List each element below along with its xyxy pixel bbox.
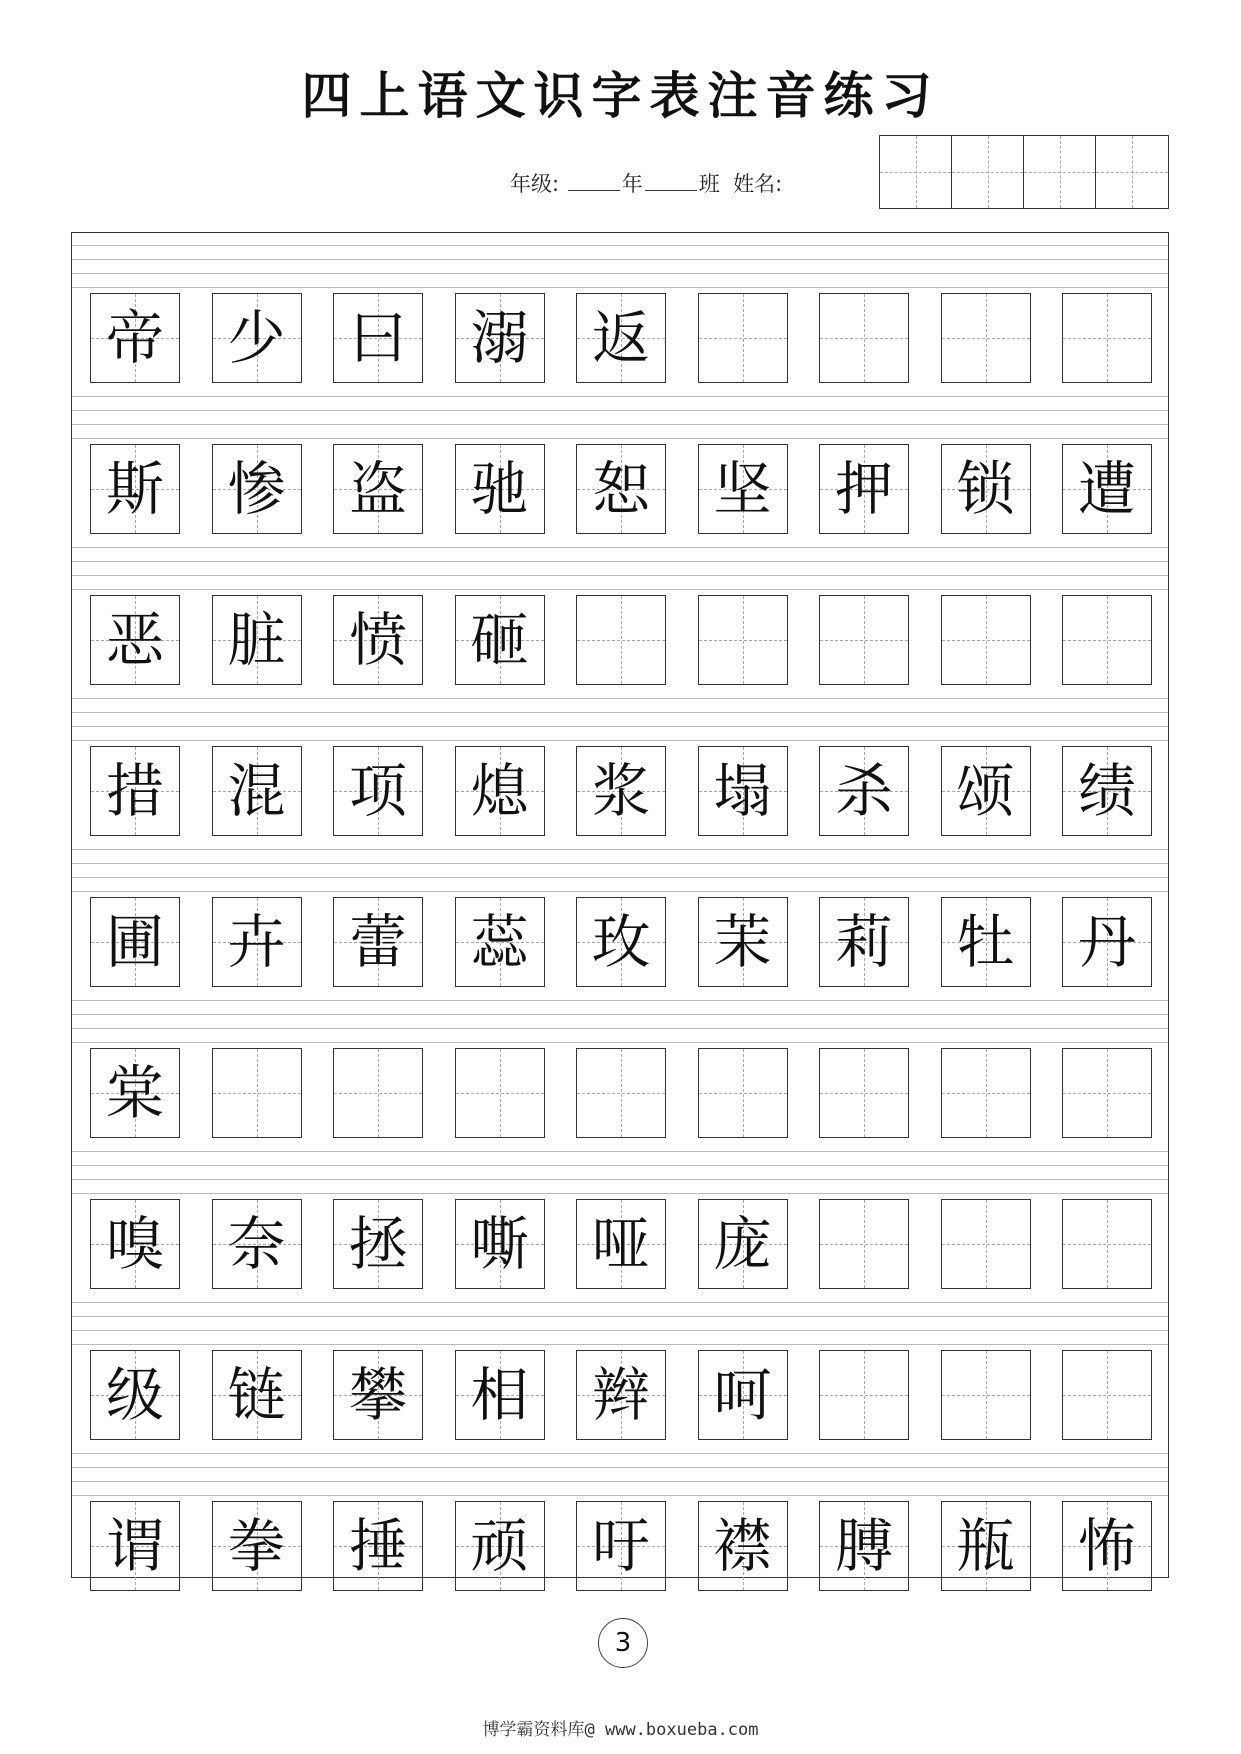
practice-row	[72, 384, 1168, 534]
char-cell[interactable]	[698, 293, 788, 383]
char-cell[interactable]	[941, 595, 1031, 685]
char-glyph	[820, 1049, 908, 1137]
char-cell[interactable]	[819, 595, 909, 685]
char-glyph	[942, 294, 1030, 382]
char-cell[interactable]	[698, 595, 788, 685]
pinyin-lines[interactable]	[72, 1290, 1168, 1348]
char-glyph: 项	[348, 757, 407, 825]
char-cell[interactable]	[576, 1048, 666, 1138]
char-glyph: 盗	[348, 455, 407, 523]
name-box[interactable]	[952, 136, 1024, 208]
practice-row	[72, 686, 1168, 836]
char-cell[interactable]	[576, 595, 666, 685]
char-glyph: 混	[227, 757, 286, 825]
char-glyph: 莉	[834, 908, 893, 976]
char-glyph: 塌	[713, 757, 772, 825]
char-cell	[698, 746, 788, 836]
char-cell[interactable]	[819, 1350, 909, 1440]
name-grid[interactable]	[879, 135, 1169, 209]
page-title: 四上语文识字表注音练习	[301, 67, 940, 125]
char-glyph: 怖	[1077, 1512, 1136, 1580]
char-glyph: 恶	[105, 606, 164, 674]
char-cell	[576, 1501, 666, 1591]
char-cell	[576, 1350, 666, 1440]
char-glyph: 返	[591, 304, 650, 372]
char-cell	[333, 293, 423, 383]
char-glyph: 斯	[105, 455, 164, 523]
char-glyph: 襟	[713, 1512, 772, 1580]
char-glyph	[334, 1049, 422, 1137]
char-cell	[698, 1350, 788, 1440]
practice-row	[72, 837, 1168, 987]
char-glyph	[699, 294, 787, 382]
char-cell	[698, 897, 788, 987]
char-cell	[212, 595, 302, 685]
char-glyph: 惨	[227, 455, 286, 523]
char-cell	[698, 1199, 788, 1289]
pinyin-lines[interactable]	[72, 1139, 1168, 1197]
student-info	[510, 168, 782, 198]
grade-blank[interactable]	[568, 189, 620, 191]
char-glyph: 链	[227, 1361, 286, 1429]
practice-row	[72, 535, 1168, 685]
char-cell	[90, 1501, 180, 1591]
char-glyph: 浆	[591, 757, 650, 825]
char-glyph: 相	[470, 1361, 529, 1429]
char-glyph: 顽	[470, 1512, 529, 1580]
char-cell	[1062, 746, 1152, 836]
char-glyph: 呵	[713, 1361, 772, 1429]
char-cell	[455, 897, 545, 987]
name-box[interactable]	[1024, 136, 1096, 208]
char-cell[interactable]	[941, 1048, 1031, 1138]
char-cell[interactable]	[333, 1048, 423, 1138]
char-cell[interactable]	[819, 293, 909, 383]
char-cell	[455, 746, 545, 836]
char-glyph: 帝	[105, 304, 164, 372]
char-glyph: 辫	[591, 1361, 650, 1429]
char-cell	[90, 444, 180, 534]
char-cell	[90, 1048, 180, 1138]
char-cell	[212, 897, 302, 987]
pinyin-lines[interactable]	[72, 837, 1168, 895]
pinyin-lines[interactable]	[72, 535, 1168, 593]
char-cell	[333, 1350, 423, 1440]
char-glyph	[942, 1351, 1030, 1439]
char-cell	[455, 1350, 545, 1440]
char-cell[interactable]	[1062, 1199, 1152, 1289]
char-cell	[941, 1501, 1031, 1591]
char-glyph	[1063, 596, 1151, 684]
char-glyph: 棠	[105, 1059, 164, 1127]
char-cell[interactable]	[212, 1048, 302, 1138]
class-label: 班	[698, 172, 720, 196]
char-glyph: 圃	[105, 908, 164, 976]
char-glyph: 嗅	[105, 1210, 164, 1278]
char-cell	[212, 444, 302, 534]
char-glyph	[1063, 1049, 1151, 1137]
char-cell[interactable]	[819, 1199, 909, 1289]
char-cell	[941, 897, 1031, 987]
char-glyph: 少	[227, 304, 286, 372]
char-cell	[212, 293, 302, 383]
char-glyph: 捶	[348, 1512, 407, 1580]
practice-row	[72, 1139, 1168, 1289]
char-glyph: 丹	[1077, 908, 1136, 976]
char-cell	[212, 1350, 302, 1440]
char-glyph: 瓶	[956, 1512, 1015, 1580]
char-cell	[212, 1501, 302, 1591]
char-glyph: 熄	[470, 757, 529, 825]
char-glyph: 恕	[591, 455, 650, 523]
char-cell	[819, 1501, 909, 1591]
char-cell	[455, 293, 545, 383]
char-cell	[455, 1199, 545, 1289]
char-glyph: 哑	[591, 1210, 650, 1278]
char-glyph	[820, 596, 908, 684]
char-cell	[90, 293, 180, 383]
char-glyph: 押	[834, 455, 893, 523]
year-label: 年	[621, 172, 643, 196]
char-glyph: 驰	[470, 455, 529, 523]
char-glyph: 曰	[348, 304, 407, 372]
char-glyph	[699, 596, 787, 684]
char-cell	[333, 897, 423, 987]
char-cell	[455, 1501, 545, 1591]
practice-row	[72, 988, 1168, 1138]
name-box[interactable]	[880, 136, 952, 208]
char-cell	[576, 897, 666, 987]
char-cell	[819, 444, 909, 534]
char-cell[interactable]	[819, 1048, 909, 1138]
char-glyph: 蕊	[470, 908, 529, 976]
char-glyph	[577, 1049, 665, 1137]
char-cell	[941, 746, 1031, 836]
char-glyph	[699, 1049, 787, 1137]
char-cell	[698, 444, 788, 534]
name-label: 姓名:	[733, 172, 783, 196]
char-glyph: 措	[105, 757, 164, 825]
char-cell[interactable]	[941, 1350, 1031, 1440]
pinyin-lines[interactable]	[72, 233, 1168, 291]
char-cell	[576, 444, 666, 534]
char-glyph: 牡	[956, 908, 1015, 976]
char-cell	[819, 746, 909, 836]
char-glyph: 遭	[1077, 455, 1136, 523]
char-glyph: 奈	[227, 1210, 286, 1278]
practice-row	[72, 1290, 1168, 1440]
char-cell	[1062, 1501, 1152, 1591]
char-glyph: 砸	[470, 606, 529, 674]
char-glyph: 级	[105, 1361, 164, 1429]
char-cell	[941, 444, 1031, 534]
char-cell[interactable]	[941, 293, 1031, 383]
char-cell	[90, 897, 180, 987]
char-cell	[333, 1199, 423, 1289]
grade-label: 年级:	[510, 172, 560, 196]
pinyin-lines[interactable]	[72, 988, 1168, 1046]
char-cell	[455, 444, 545, 534]
char-glyph	[213, 1049, 301, 1137]
char-glyph: 颂	[956, 757, 1015, 825]
char-cell	[576, 293, 666, 383]
char-cell	[212, 1199, 302, 1289]
char-cell	[333, 1501, 423, 1591]
char-glyph: 吁	[591, 1512, 650, 1580]
char-glyph	[942, 1049, 1030, 1137]
footer-watermark: 博学霸资料库@ www.boxueba.com	[482, 1720, 759, 1740]
char-cell	[576, 746, 666, 836]
char-cell	[333, 444, 423, 534]
char-glyph	[820, 1351, 908, 1439]
char-cell[interactable]	[1062, 293, 1152, 383]
char-glyph	[577, 596, 665, 684]
char-glyph	[820, 1200, 908, 1288]
char-cell	[819, 897, 909, 987]
char-glyph	[456, 1049, 544, 1137]
char-glyph: 坚	[713, 455, 772, 523]
char-glyph: 嘶	[470, 1210, 529, 1278]
char-cell	[455, 595, 545, 685]
char-glyph	[942, 596, 1030, 684]
char-cell	[90, 1350, 180, 1440]
char-cell[interactable]	[1062, 595, 1152, 685]
name-box[interactable]	[1096, 136, 1168, 208]
char-cell	[333, 595, 423, 685]
class-blank[interactable]	[645, 189, 697, 191]
char-cell[interactable]	[698, 1048, 788, 1138]
practice-row	[72, 1441, 1168, 1591]
char-cell	[212, 746, 302, 836]
char-glyph: 拳	[227, 1512, 286, 1580]
char-cell	[1062, 897, 1152, 987]
char-cell	[333, 746, 423, 836]
char-cell	[1062, 444, 1152, 534]
char-glyph	[1063, 294, 1151, 382]
char-cell[interactable]	[941, 1199, 1031, 1289]
pinyin-lines[interactable]	[72, 1441, 1168, 1499]
pinyin-lines[interactable]	[72, 384, 1168, 442]
char-glyph: 谓	[105, 1512, 164, 1580]
char-glyph: 蕾	[348, 908, 407, 976]
char-glyph: 杀	[834, 757, 893, 825]
char-cell	[90, 595, 180, 685]
char-glyph	[942, 1200, 1030, 1288]
char-cell	[698, 1501, 788, 1591]
char-cell	[90, 746, 180, 836]
char-cell[interactable]	[1062, 1350, 1152, 1440]
char-glyph: 玫	[591, 908, 650, 976]
char-cell[interactable]	[455, 1048, 545, 1138]
char-glyph: 茉	[713, 908, 772, 976]
char-glyph: 膊	[834, 1512, 893, 1580]
char-cell	[90, 1199, 180, 1289]
char-glyph: 愤	[348, 606, 407, 674]
char-glyph: 溺	[470, 304, 529, 372]
char-glyph	[1063, 1351, 1151, 1439]
char-glyph: 绩	[1077, 757, 1136, 825]
char-glyph: 脏	[227, 606, 286, 674]
char-glyph	[820, 294, 908, 382]
page-number: 3	[598, 1618, 648, 1668]
char-glyph: 拯	[348, 1210, 407, 1278]
char-glyph: 锁	[956, 455, 1015, 523]
char-glyph: 庞	[713, 1210, 772, 1278]
practice-row	[72, 233, 1168, 383]
char-glyph: 攀	[348, 1361, 407, 1429]
char-cell[interactable]	[1062, 1048, 1152, 1138]
char-glyph: 卉	[227, 908, 286, 976]
char-glyph	[1063, 1200, 1151, 1288]
char-cell	[576, 1199, 666, 1289]
practice-sheet	[71, 232, 1169, 1578]
pinyin-lines[interactable]	[72, 686, 1168, 744]
